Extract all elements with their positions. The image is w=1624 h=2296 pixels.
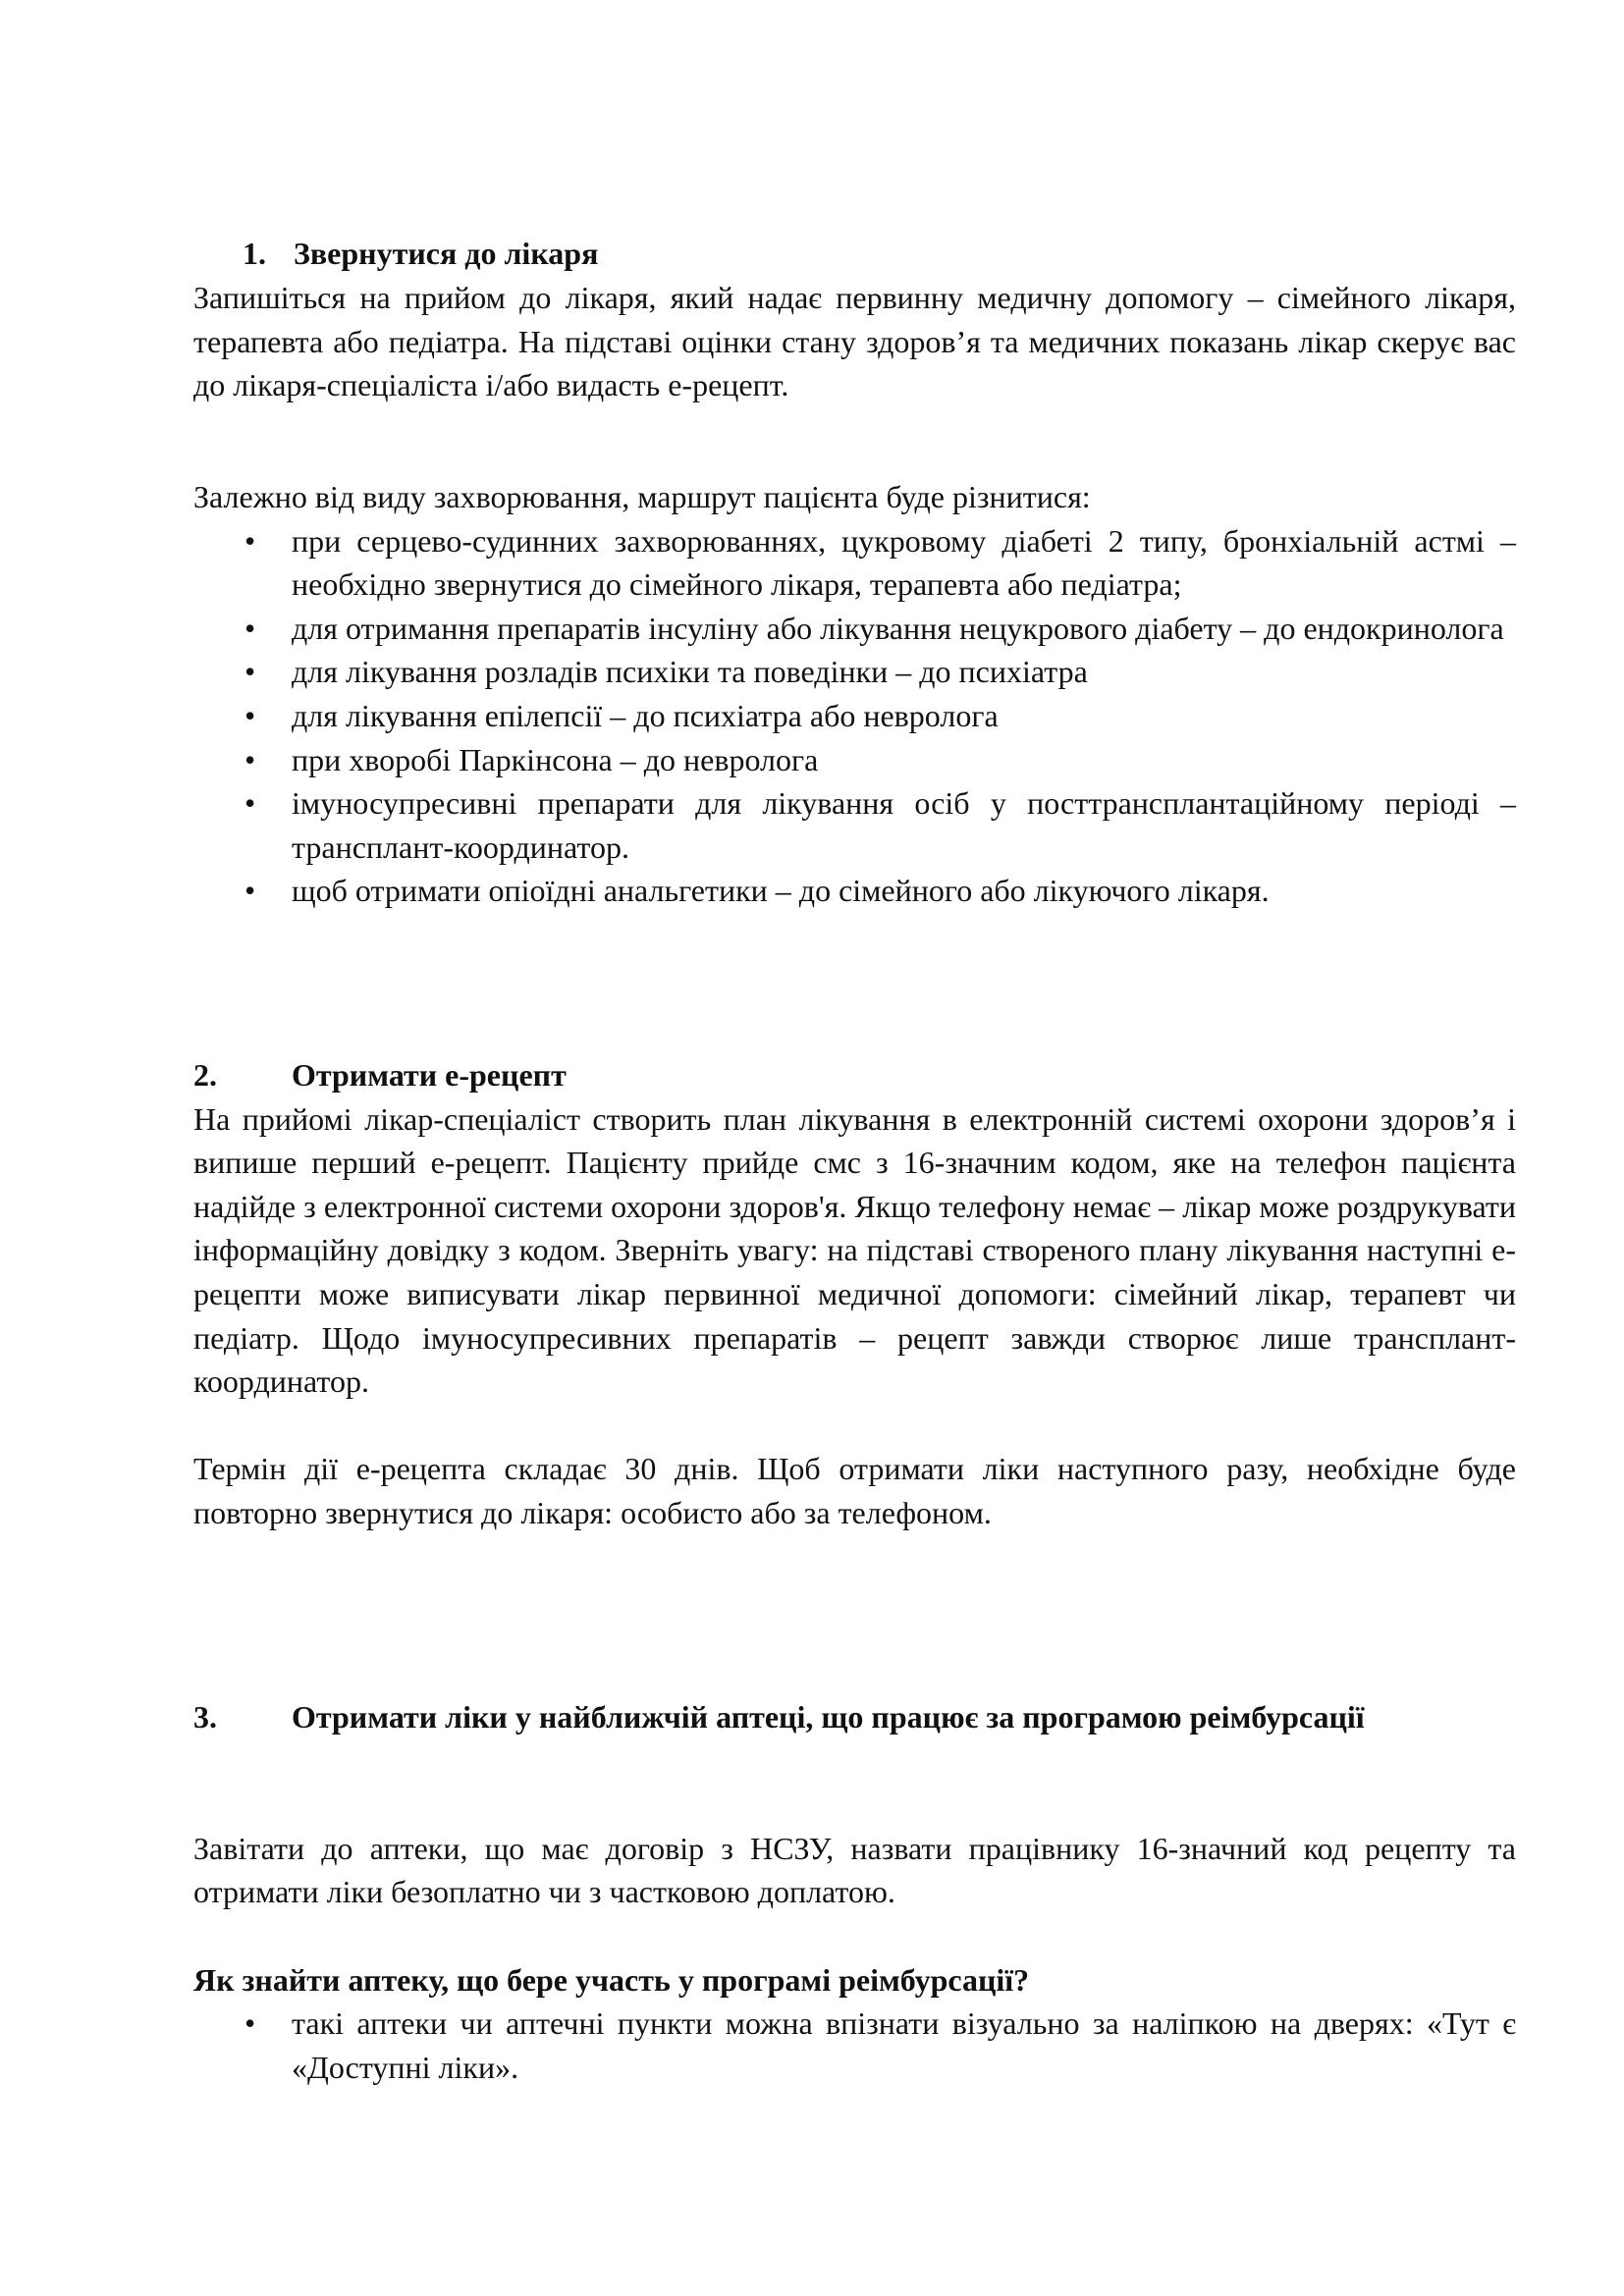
section-2-number: 2. — [193, 1057, 217, 1093]
pharmacy-item: • такі аптеки чи аптечні пункти можна впізнати візуально за наліпкою на дверях: «Тут є «Доступні ліки». — [193, 2002, 1516, 2089]
section-1-heading — [243, 232, 598, 276]
section-1-title: Звернутися до лікаря — [294, 236, 599, 271]
route-item: • для лікування епілепсії – до психіатра або невролога — [193, 694, 1516, 738]
section-2 — [193, 1053, 1516, 1535]
route-item: • щоб отримати опіоїдні анальгетики – до сімейного або лікуючого лікаря. — [193, 869, 1516, 913]
route-item: • для лікування розладів психіки та поведінки – до психіатра — [193, 650, 1516, 694]
route-item: • при хворобі Паркінсона – до невролога — [193, 738, 1516, 782]
route-section — [193, 475, 1516, 913]
section-3 — [193, 1695, 1516, 2089]
section-3-heading — [193, 1695, 1516, 1739]
section-1-number: 1. — [243, 236, 266, 271]
route-item: • для отримання препаратів інсуліну або лікування нецукрового діабету – до ендокринолога — [193, 607, 1516, 651]
route-list — [193, 519, 1516, 913]
section-3-number: 3. — [193, 1699, 217, 1735]
route-item: • при серцево-судинних захворюваннях, цукровому діабеті 2 типу, бронхіальній астмі – необхідно звернутися до сімейного лікаря, терапевта або педіатра; — [193, 519, 1516, 607]
section-2-paragraph-1: На прийомі лікар-спеціаліст створить план лікування в електронній системі охорони здоров’я і випише перший е-рецепт. Пацієнту прийде смс з 16-значним кодом, яке на телефон пацієнта надійде з електронної системи охорони здоров'я. Якщо телефону немає – лікар може роздрукувати інформаційну довідку з кодом. Зверніть увагу: на підставі створеного плану лікування наступні е-рецепти може виписувати лікар первинної медичної допомоги: сімейний лікар, терапевт чи педіатр. Щодо імуносупресивних препаратів – рецепт завжди створює лише трансплант-координатор. — [193, 1100, 1516, 1400]
pharmacy-list — [193, 2002, 1516, 2089]
section-2-heading — [193, 1053, 1516, 1097]
section-1-paragraph: Запишіться на прийом до лікаря, який надає первинну медичну допомогу – сімейного лікаря, терапевта або педіатра. На підставі оцінки стану здоров’я та медичних показань лікар скерує вас до лікаря-спеціаліста і/або видасть е-рецепт. — [193, 280, 1516, 403]
section-3-subheading: Як знайти аптеку, що бере участь у програмі реімбурсації? — [193, 1961, 1030, 1998]
section-2-title: Отримати е-рецепт — [292, 1057, 567, 1093]
section-2-paragraph-2: Термін дії е-рецепта складає 30 днів. Щоб отримати ліки наступного разу, необхідне буде повторно звернутися до лікаря: особисто або за телефоном. — [193, 1451, 1516, 1530]
route-item: • імуносупресивні препарати для лікування осіб у посттрансплантаційному періоді – трансплант-координатор. — [193, 781, 1516, 869]
route-intro: Залежно від виду захворювання, маршрут пацієнта буде різнитися: — [193, 479, 1091, 514]
section-3-title: Отримати ліки у найближчій аптеці, що працює за програмою реімбурсації — [292, 1699, 1365, 1735]
section-3-paragraph: Завітати до аптеки, що має договір з НСЗУ, назвати працівнику 16-значний код рецепту та отримати ліки безоплатно чи з частковою доплатою. — [193, 1830, 1516, 1910]
